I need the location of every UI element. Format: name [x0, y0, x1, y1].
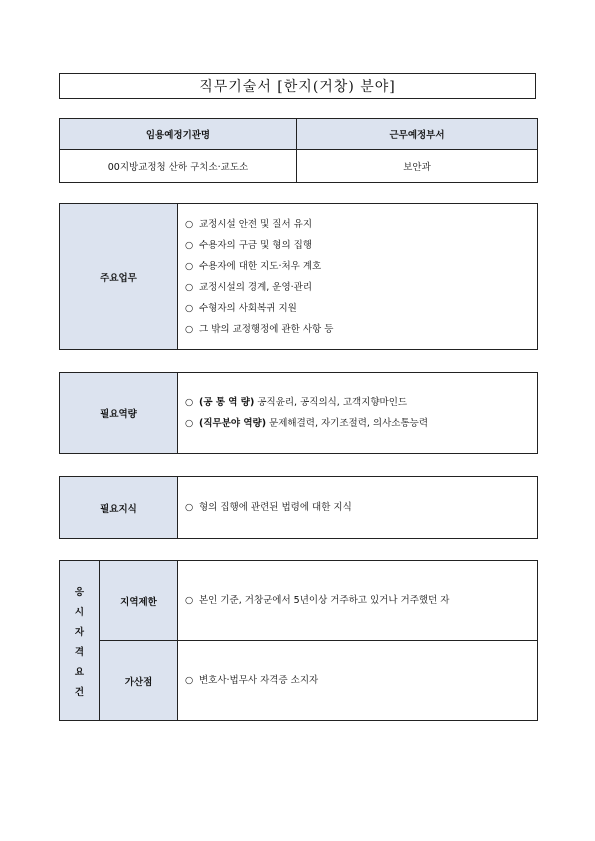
circle-bullet-icon: ○ [185, 260, 194, 272]
qualification-group-label: 응 시 자 격 요 건 [60, 561, 100, 721]
list-item [185, 392, 537, 413]
list-item: ○ 교정시설의 경계, 운영·관리 [185, 277, 537, 298]
circle-bullet-icon: ○ [185, 281, 194, 293]
circle-bullet-icon: ○ [185, 239, 194, 251]
dept-header: 근무예정부서 [297, 119, 538, 150]
org-table [59, 118, 538, 183]
circle-bullet-icon: ○ [185, 302, 194, 314]
region-limit-label: 지역제한 [100, 561, 178, 641]
knowledge-list [178, 477, 538, 539]
duties-table [59, 203, 538, 350]
org-value: 00지방교정청 산하 구치소·교도소 [60, 150, 297, 183]
list-item: ○ 수형자의 사회복귀 지원 [185, 298, 537, 319]
qualification-table [59, 560, 538, 721]
org-header: 임용예정기관명 [60, 119, 297, 150]
bonus-points-label: 가산점 [100, 641, 178, 721]
list-item: ○ 교정시설 안전 및 질서 유지 [185, 214, 537, 235]
competency-list [178, 373, 538, 454]
knowledge-label: 필요지식 [60, 477, 178, 539]
list-item: ○ 수용자의 구금 및 형의 집행 [185, 235, 537, 256]
circle-bullet-icon: ○ [185, 397, 194, 408]
circle-bullet-icon: ○ [185, 418, 194, 429]
bonus-points-value: ○ 변호사·법무사 자격증 소지자 [178, 641, 538, 721]
competency-label: 필요역량 [60, 373, 178, 454]
job-competency-text: 문제해결력, 자기조절력, 의사소통능력 [266, 418, 428, 429]
knowledge-table [59, 476, 538, 539]
dept-value: 보안과 [297, 150, 538, 183]
document-title [59, 73, 536, 99]
circle-bullet-icon: ○ [185, 595, 194, 606]
region-limit-value: ○ 본인 기준, 거창군에서 5년이상 거주하고 있거나 거주했던 자 [178, 561, 538, 641]
list-item: ○ 그 밖의 교정행정에 관한 사항 등 [185, 319, 537, 340]
list-item [185, 413, 537, 434]
common-competency-label: (공 통 역 량) [199, 397, 255, 408]
job-competency-label: (직무분야 역량) [199, 418, 267, 429]
competency-table [59, 372, 538, 454]
duties-label: 주요업무 [60, 204, 178, 350]
common-competency-text: 공직윤리, 공직의식, 고객지향마인드 [254, 397, 408, 408]
list-item: ○ 수용자에 대한 지도·처우 계호 [185, 256, 537, 277]
circle-bullet-icon: ○ [185, 218, 194, 230]
duties-list [178, 204, 538, 350]
circle-bullet-icon: ○ [185, 323, 194, 335]
circle-bullet-icon: ○ [185, 675, 194, 686]
list-item: ○ 형의 집행에 관련된 법령에 대한 지식 [185, 497, 537, 518]
circle-bullet-icon: ○ [185, 502, 194, 513]
title-text: 직무기술서 [한지(거창) 분야] [199, 79, 396, 95]
